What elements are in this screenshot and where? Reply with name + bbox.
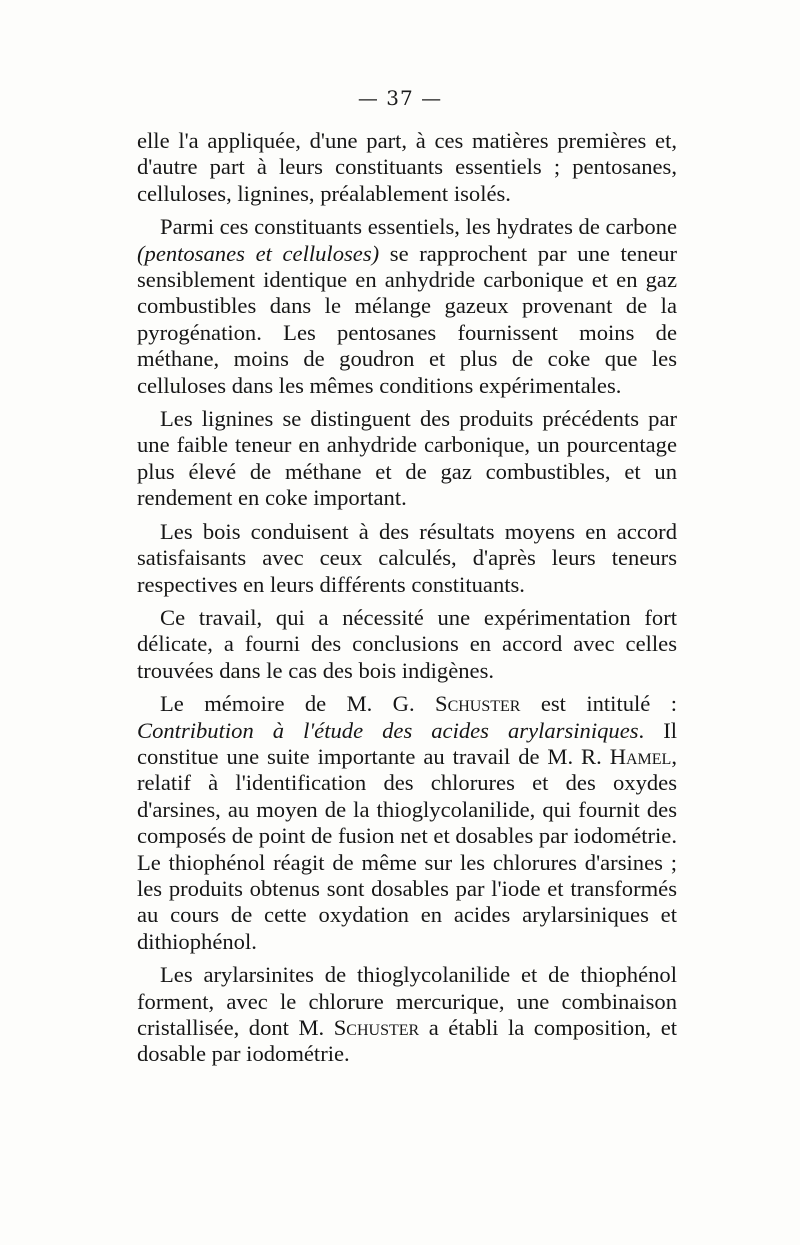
author-name: Schuster [435, 691, 521, 717]
paragraph [137, 214, 677, 399]
text-span: se rapprochent par une teneur sensiblement identique en anhydride carbonique et en gaz combustibles dans le mélange gazeux provenant de la pyrogénation. Les pentosanes fournissent moins de méthane, moins de goudron et plus de coke que les celluloses dans les mêmes conditions expérimentales. [137, 240, 677, 398]
text-span: Les bois conduisent à des résultats moyens en accord satisfaisants avec ceux calculés, d'après leurs teneurs respectives en leurs différents constituants. [137, 518, 677, 597]
paragraph [137, 519, 677, 598]
author-name: Schuster [333, 1015, 420, 1040]
text-span: Les arylarsinites de thioglycolanilide et de thiophénol forment, avec le chlorure mercurique, une combinaison cristallisée, dont M. [137, 962, 677, 1040]
paragraph [137, 128, 677, 207]
text-span: Le mémoire de M. G. [160, 691, 436, 717]
italic-title: Contribution à l'étude des acides arylarsiniques [137, 717, 639, 743]
text-span: a établi la composition, et dosable par iodométrie. [137, 1015, 677, 1067]
text-span: , relatif à l'identification des chlorures et des oxydes d'arsines, au moyen de la thioglycolanilide, qui fournit des composés de point de fusion net et dosables par iodométrie. Le thiophénol réagit de même sur les chlorures d'arsines ; les produits obtenus sont dosables par l'iode et transformés au cours de cette oxydation en acides arylarsiniques et dithiophénol. [137, 743, 677, 954]
text-span: Ce travail, qui a nécessité une expérimentation fort délicate, a fourni des conclusions en accord avec celles trouvées dans le cas des bois indigènes. [137, 604, 677, 683]
paragraph [137, 962, 677, 1068]
author-name: Hamel [609, 743, 672, 769]
italic-text: (pentosanes et celluloses) [137, 240, 380, 266]
paragraph [137, 406, 677, 512]
body-text [137, 128, 677, 1075]
text-span: Parmi ces constituants essentiels, les hydrates de carbone [160, 214, 677, 240]
text-span: Les lignines se distinguent des produits précédents par une faible teneur en anhydride carbonique, un pourcentage plus élevé de méthane et de gaz combustibles, et un rendement en coke important. [137, 406, 677, 511]
text-span: est intitulé : [520, 691, 677, 717]
paragraph [137, 691, 677, 955]
paragraph [137, 605, 677, 684]
text-span: elle l'a appliquée, d'une part, à ces matières premières et, d'autre part à leurs constituants essentiels ; pentosanes, celluloses, lignines, préalablement isolés. [137, 128, 677, 206]
text-span: . Il constitue une suite importante au travail de M. R. [137, 717, 677, 769]
page-number: — 37 — [357, 86, 443, 110]
